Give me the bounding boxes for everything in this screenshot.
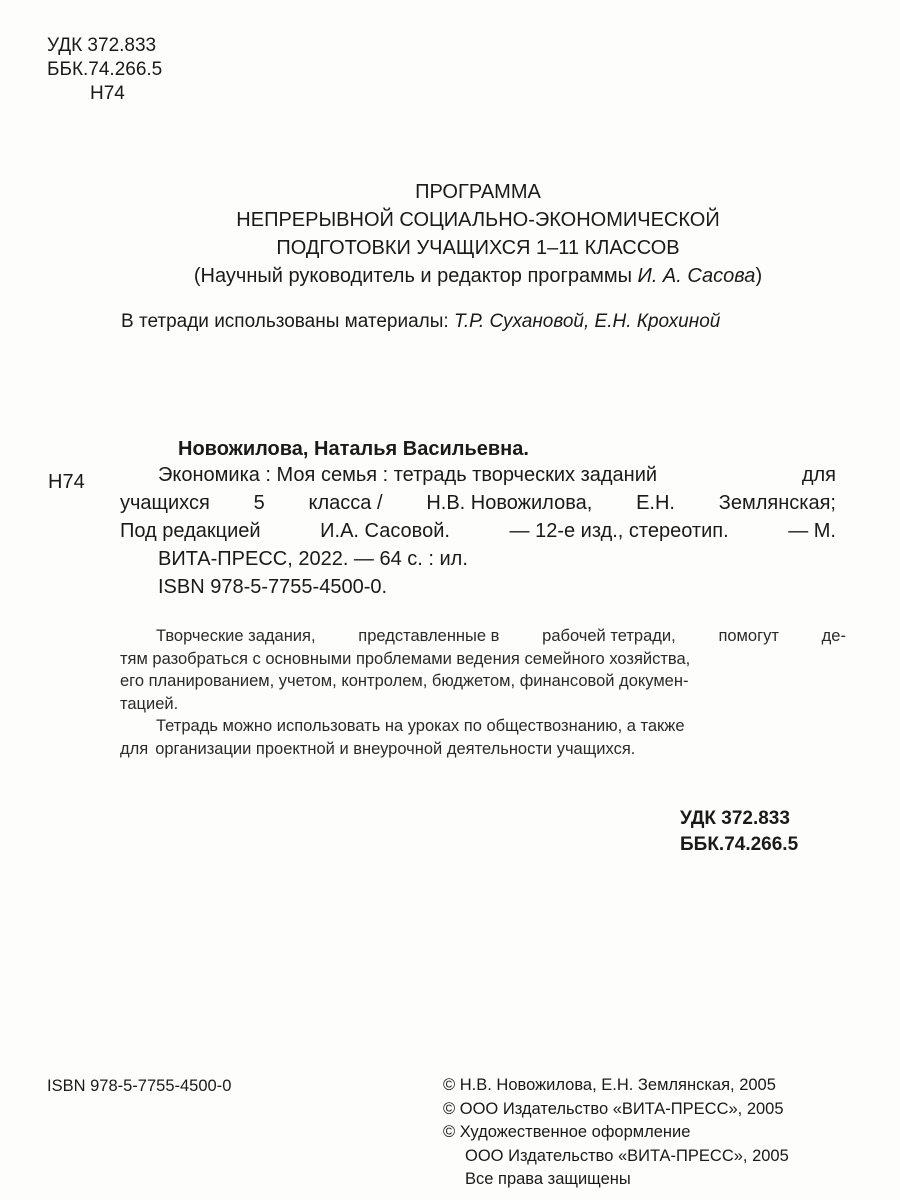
materials-prefix: В тетради использованы материалы: xyxy=(121,311,454,332)
bibliographic-text: класса / xyxy=(308,492,383,514)
annotation-line xyxy=(120,693,846,716)
annotation-text: организации проектной и внеурочной деятельности учащихся. xyxy=(155,739,636,758)
annotation-line xyxy=(120,670,846,693)
annotation-line xyxy=(120,738,846,761)
bibliographic-text: Под редакцией xyxy=(120,520,261,542)
annotation-line xyxy=(120,648,846,671)
rights-reserved: Все права защищены xyxy=(465,1170,631,1188)
bibliographic-text: ISBN 978-5-7755-4500-0. xyxy=(158,576,388,598)
materials-authors: Т.Р. Сухановой, Е.Н. Крохиной xyxy=(453,311,721,332)
bibliographic-author-heading: Новожилова, Наталья Васильевна. xyxy=(178,438,529,460)
copyright-line: © Художественное оформление xyxy=(443,1123,691,1141)
annotation xyxy=(120,625,846,760)
bibliographic-text: для xyxy=(801,464,836,486)
author-mark: Н74 xyxy=(90,83,125,104)
bibliographic-line xyxy=(120,489,836,517)
bibliographic-line xyxy=(120,517,836,545)
annotation-text: де- xyxy=(821,627,846,645)
top-classification-codes xyxy=(47,34,162,106)
annotation-text: представленные в xyxy=(358,627,500,645)
bibliographic-text: 5 xyxy=(253,492,265,514)
annotation-text: помогут xyxy=(718,627,779,645)
bibliographic-line xyxy=(120,545,836,573)
bibliographic-text: Экономика : Моя семья : тетрадь творческих заданий xyxy=(158,464,658,486)
udk-code: УДК 372.833 xyxy=(47,35,157,56)
copyright-line: © ООО Издательство «ВИТА-ПРЕСС», 2005 xyxy=(443,1099,784,1118)
bibliographic-text: — 12-е изд., стереотип. xyxy=(509,520,729,542)
bibliographic-mark: Н74 xyxy=(48,471,85,493)
supervisor-name: И. А. Сасова xyxy=(637,265,756,287)
bibliographic-description xyxy=(120,461,836,601)
annotation-line xyxy=(120,715,846,738)
annotation-text: тацией. xyxy=(120,694,179,713)
bibliographic-text: Е.Н. xyxy=(636,492,675,514)
annotation-text: Творческие задания, xyxy=(156,627,316,645)
bbk-code: ББК.74.266.5 xyxy=(680,834,799,855)
isbn: ISBN 978-5-7755-4500-0 xyxy=(47,1077,232,1095)
annotation-line xyxy=(120,625,846,648)
copyright-line: ООО Издательство «ВИТА-ПРЕСС», 2005 xyxy=(465,1146,789,1165)
udk-code: УДК 372.833 xyxy=(680,808,790,829)
program-block xyxy=(0,178,900,290)
bibliographic-line xyxy=(120,461,836,489)
footer-classification-codes xyxy=(680,806,798,858)
bibliographic-text: И.А. Сасовой. xyxy=(320,520,450,542)
bibliographic-isbn xyxy=(120,573,836,601)
program-supervisor xyxy=(0,262,900,290)
bibliographic-text: Н.В. Новожилова, xyxy=(426,492,593,514)
copyright-block xyxy=(443,1074,789,1192)
materials-credit xyxy=(121,311,720,333)
bibliographic-text: ВИТА-ПРЕСС, 2022. — 64 с. : ил. xyxy=(158,548,468,570)
bibliographic-text: Землянская; xyxy=(718,492,836,514)
annotation-text: его планированием, учетом, контролем, бюджетом, финансовой докумен- xyxy=(120,672,689,690)
annotation-text: Тетрадь можно использовать на уроках по обществознанию, а также xyxy=(156,717,685,735)
program-title-line: ПОДГОТОВКИ УЧАЩИХСЯ 1–11 КЛАССОВ xyxy=(276,237,680,259)
bibliographic-text: учащихся xyxy=(120,492,210,514)
bibliographic-text: — М. xyxy=(788,520,836,542)
annotation-text: тям разобраться с основными проблемами ведения семейного хозяйства, xyxy=(120,649,691,668)
program-title-line: НЕПРЕРЫВНОЙ СОЦИАЛЬНО-ЭКОНОМИЧЕСКОЙ xyxy=(236,209,720,231)
supervisor-suffix: ) xyxy=(755,265,763,287)
annotation-text: для xyxy=(120,739,149,758)
supervisor-prefix: (Научный руководитель и редактор программы xyxy=(193,265,638,287)
copyright-line: © Н.В. Новожилова, Е.Н. Землянская, 2005 xyxy=(443,1076,776,1094)
program-title: ПРОГРАММА xyxy=(415,181,541,203)
bbk-code: ББК.74.266.5 xyxy=(47,59,163,80)
annotation-text: рабочей тетради, xyxy=(542,627,676,645)
